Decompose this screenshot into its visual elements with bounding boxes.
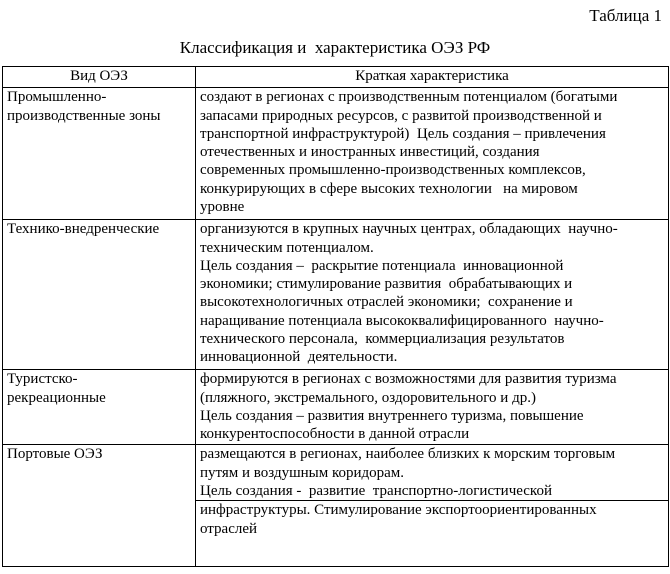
description-line: путям и воздушным коридорам.	[200, 464, 405, 481]
header-type: Вид ОЭЗ	[3, 67, 196, 88]
description-line: (пляжного, экстремального, оздоровительного и др.)	[200, 389, 536, 406]
description-line: технического персонала, коммерциализация результатов	[200, 331, 565, 348]
description-line: отраслей	[200, 520, 258, 537]
description-line: транспортной инфраструктурой) Цель создания – привлечения	[200, 125, 606, 142]
zone-description-cell	[196, 370, 669, 445]
zone-type-cell	[3, 445, 196, 567]
zone-type-line: рекреационные	[7, 389, 106, 406]
zone-type-line: Технико-внедренческие	[7, 221, 160, 238]
description-line: отечественных и иностранных инвестиций, создания	[200, 144, 540, 161]
description-line: Цель создания – раскрытие потенциала инновационной	[200, 257, 564, 274]
header-description: Краткая характеристика	[196, 67, 669, 88]
document-title: Классификация и характеристика ОЭЗ РФ	[179, 38, 491, 57]
table-row	[3, 88, 669, 220]
zone-type-line: Портовые ОЭЗ	[7, 446, 103, 463]
description-line: создают в регионах с производственным потенциалом (богатыми	[200, 89, 618, 106]
description-line: инновационной деятельности.	[200, 349, 398, 366]
description-line: конкурирующих в сфере высоких технологии на мировом	[200, 180, 578, 197]
oez-classification-table	[2, 66, 669, 567]
table-row	[3, 445, 669, 567]
zone-type-cell	[3, 220, 196, 370]
description-line: наращивание потенциала высококвалифицированного научно-	[200, 312, 604, 329]
description-line: экономики; стимулирование развития обрабатывающих и	[200, 276, 573, 293]
zone-type-cell	[3, 88, 196, 220]
description-line: техническим потенциалом.	[200, 239, 374, 256]
zone-type-cell	[3, 370, 196, 445]
description-line: Цель создания - развитие транспортно-логистической	[200, 483, 552, 500]
zone-description-cell	[196, 88, 669, 220]
description-line: уровне	[200, 199, 245, 216]
description-line: запасами природных ресурсов, с развитой производственной и	[200, 107, 602, 124]
description-line: высокотехнологичных отраслей экономики; сохранение и	[200, 294, 573, 311]
zone-type-line: Туристско-	[7, 371, 78, 388]
table-header-row	[3, 67, 669, 88]
description-line: размещаются в регионах, наиболее близких к морским торговым	[200, 446, 616, 463]
description-line: современных промышленно-производственных комплексов,	[200, 162, 586, 179]
description-line: организуются в крупных научных центрах, обладающих научно-	[200, 221, 618, 238]
description-line: инфраструктуры. Стимулирование экспортоориентированных	[200, 502, 597, 519]
zone-description-cell	[196, 220, 669, 370]
zone-type-line: производственные зоны	[7, 107, 161, 124]
zone-description-cell	[196, 445, 669, 567]
description-line: формируются в регионах с возможностями для развития туризма	[200, 371, 617, 388]
table-row	[3, 370, 669, 445]
table-number-label: Таблица 1	[589, 6, 662, 25]
zone-type-line: Промышленно-	[7, 89, 107, 106]
description-line: Цель создания – развития внутреннего туризма, повышение	[200, 407, 584, 424]
description-line: конкурентоспособности в данной отрасли	[200, 426, 470, 443]
table-row	[3, 220, 669, 370]
